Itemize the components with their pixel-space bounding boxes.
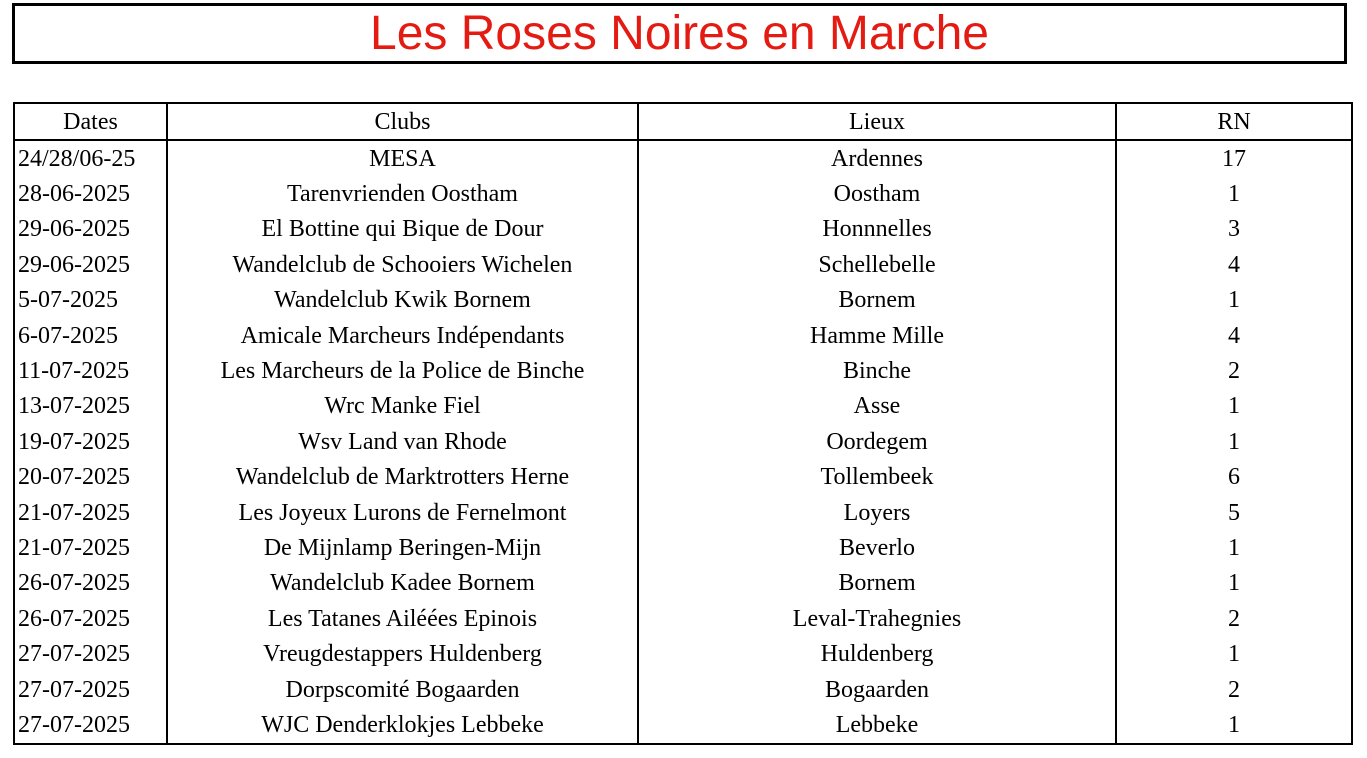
rn-cell: 1 xyxy=(1116,636,1352,671)
club-cell: Wandelclub Kwik Bornem xyxy=(167,283,638,318)
table-row xyxy=(14,672,1352,707)
lieu-cell: Oostham xyxy=(638,176,1116,211)
club-cell: Les Marcheurs de la Police de Binche xyxy=(167,353,638,388)
lieu-cell: Binche xyxy=(638,353,1116,388)
lieu-cell: Bogaarden xyxy=(638,672,1116,707)
rn-cell: 17 xyxy=(1116,140,1352,176)
table-row xyxy=(14,353,1352,388)
club-cell: Amicale Marcheurs Indépendants xyxy=(167,318,638,353)
table-row xyxy=(14,283,1352,318)
club-cell: Wandelclub Kadee Bornem xyxy=(167,566,638,601)
rn-cell: 2 xyxy=(1116,353,1352,388)
lieu-cell: Bornem xyxy=(638,566,1116,601)
lieu-cell: Oordegem xyxy=(638,424,1116,459)
lieu-cell: Tollembeek xyxy=(638,460,1116,495)
date-cell: 21-07-2025 xyxy=(14,495,167,530)
lieu-cell: Bornem xyxy=(638,283,1116,318)
lieu-cell: Asse xyxy=(638,389,1116,424)
table-row xyxy=(14,247,1352,282)
club-cell: Tarenvrienden Oostham xyxy=(167,176,638,211)
table-row xyxy=(14,566,1352,601)
table-header-row xyxy=(14,103,1352,140)
rn-cell: 1 xyxy=(1116,176,1352,211)
club-cell: Wandelclub de Schooiers Wichelen xyxy=(167,247,638,282)
header-dates: Dates xyxy=(14,103,167,140)
rn-cell: 3 xyxy=(1116,212,1352,247)
date-cell: 11-07-2025 xyxy=(14,353,167,388)
table-row xyxy=(14,636,1352,671)
table-row xyxy=(14,176,1352,211)
date-cell: 27-07-2025 xyxy=(14,672,167,707)
rn-cell: 1 xyxy=(1116,530,1352,565)
rn-cell: 2 xyxy=(1116,601,1352,636)
date-cell: 5-07-2025 xyxy=(14,283,167,318)
table-row xyxy=(14,389,1352,424)
club-cell: MESA xyxy=(167,140,638,176)
lieu-cell: Schellebelle xyxy=(638,247,1116,282)
date-cell: 13-07-2025 xyxy=(14,389,167,424)
date-cell: 26-07-2025 xyxy=(14,601,167,636)
date-cell: 24/28/06-25 xyxy=(14,140,167,176)
rn-cell: 1 xyxy=(1116,424,1352,459)
table-row xyxy=(14,212,1352,247)
lieu-cell: Huldenberg xyxy=(638,636,1116,671)
rn-cell: 1 xyxy=(1116,707,1352,743)
table-row xyxy=(14,707,1352,743)
club-cell: Dorpscomité Bogaarden xyxy=(167,672,638,707)
lieu-cell: Leval-Trahegnies xyxy=(638,601,1116,636)
lieu-cell: Loyers xyxy=(638,495,1116,530)
date-cell: 19-07-2025 xyxy=(14,424,167,459)
lieu-cell: Beverlo xyxy=(638,530,1116,565)
rn-cell: 1 xyxy=(1116,283,1352,318)
lieu-cell: Lebbeke xyxy=(638,707,1116,743)
rn-cell: 6 xyxy=(1116,460,1352,495)
date-cell: 6-07-2025 xyxy=(14,318,167,353)
club-cell: Wsv Land van Rhode xyxy=(167,424,638,459)
header-rn: RN xyxy=(1116,103,1352,140)
table-row xyxy=(14,318,1352,353)
club-cell: Wrc Manke Fiel xyxy=(167,389,638,424)
rn-cell: 1 xyxy=(1116,566,1352,601)
table-body xyxy=(14,140,1352,744)
date-cell: 20-07-2025 xyxy=(14,460,167,495)
club-cell: De Mijnlamp Beringen-Mijn xyxy=(167,530,638,565)
date-cell: 27-07-2025 xyxy=(14,636,167,671)
club-cell: Vreugdestappers Huldenberg xyxy=(167,636,638,671)
table-row xyxy=(14,530,1352,565)
table-row xyxy=(14,424,1352,459)
table-row xyxy=(14,601,1352,636)
table-row xyxy=(14,140,1352,176)
date-cell: 29-06-2025 xyxy=(14,212,167,247)
table-row xyxy=(14,460,1352,495)
club-cell: Wandelclub de Marktrotters Herne xyxy=(167,460,638,495)
date-cell: 21-07-2025 xyxy=(14,530,167,565)
header-lieux: Lieux xyxy=(638,103,1116,140)
page-title: Les Roses Noires en Marche xyxy=(370,6,989,60)
club-cell: WJC Denderklokjes Lebbeke xyxy=(167,707,638,743)
date-cell: 27-07-2025 xyxy=(14,707,167,743)
rn-cell: 1 xyxy=(1116,389,1352,424)
date-cell: 28-06-2025 xyxy=(14,176,167,211)
date-cell: 26-07-2025 xyxy=(14,566,167,601)
lieu-cell: Ardennes xyxy=(638,140,1116,176)
rn-cell: 4 xyxy=(1116,247,1352,282)
title-banner xyxy=(12,3,1347,64)
club-cell: Les Tatanes Ailéées Epinois xyxy=(167,601,638,636)
lieu-cell: Hamme Mille xyxy=(638,318,1116,353)
club-cell: El Bottine qui Bique de Dour xyxy=(167,212,638,247)
club-cell: Les Joyeux Lurons de Fernelmont xyxy=(167,495,638,530)
header-clubs: Clubs xyxy=(167,103,638,140)
rn-cell: 2 xyxy=(1116,672,1352,707)
date-cell: 29-06-2025 xyxy=(14,247,167,282)
table-row xyxy=(14,495,1352,530)
rn-cell: 4 xyxy=(1116,318,1352,353)
lieu-cell: Honnnelles xyxy=(638,212,1116,247)
rn-cell: 5 xyxy=(1116,495,1352,530)
walks-schedule-table xyxy=(13,102,1353,745)
